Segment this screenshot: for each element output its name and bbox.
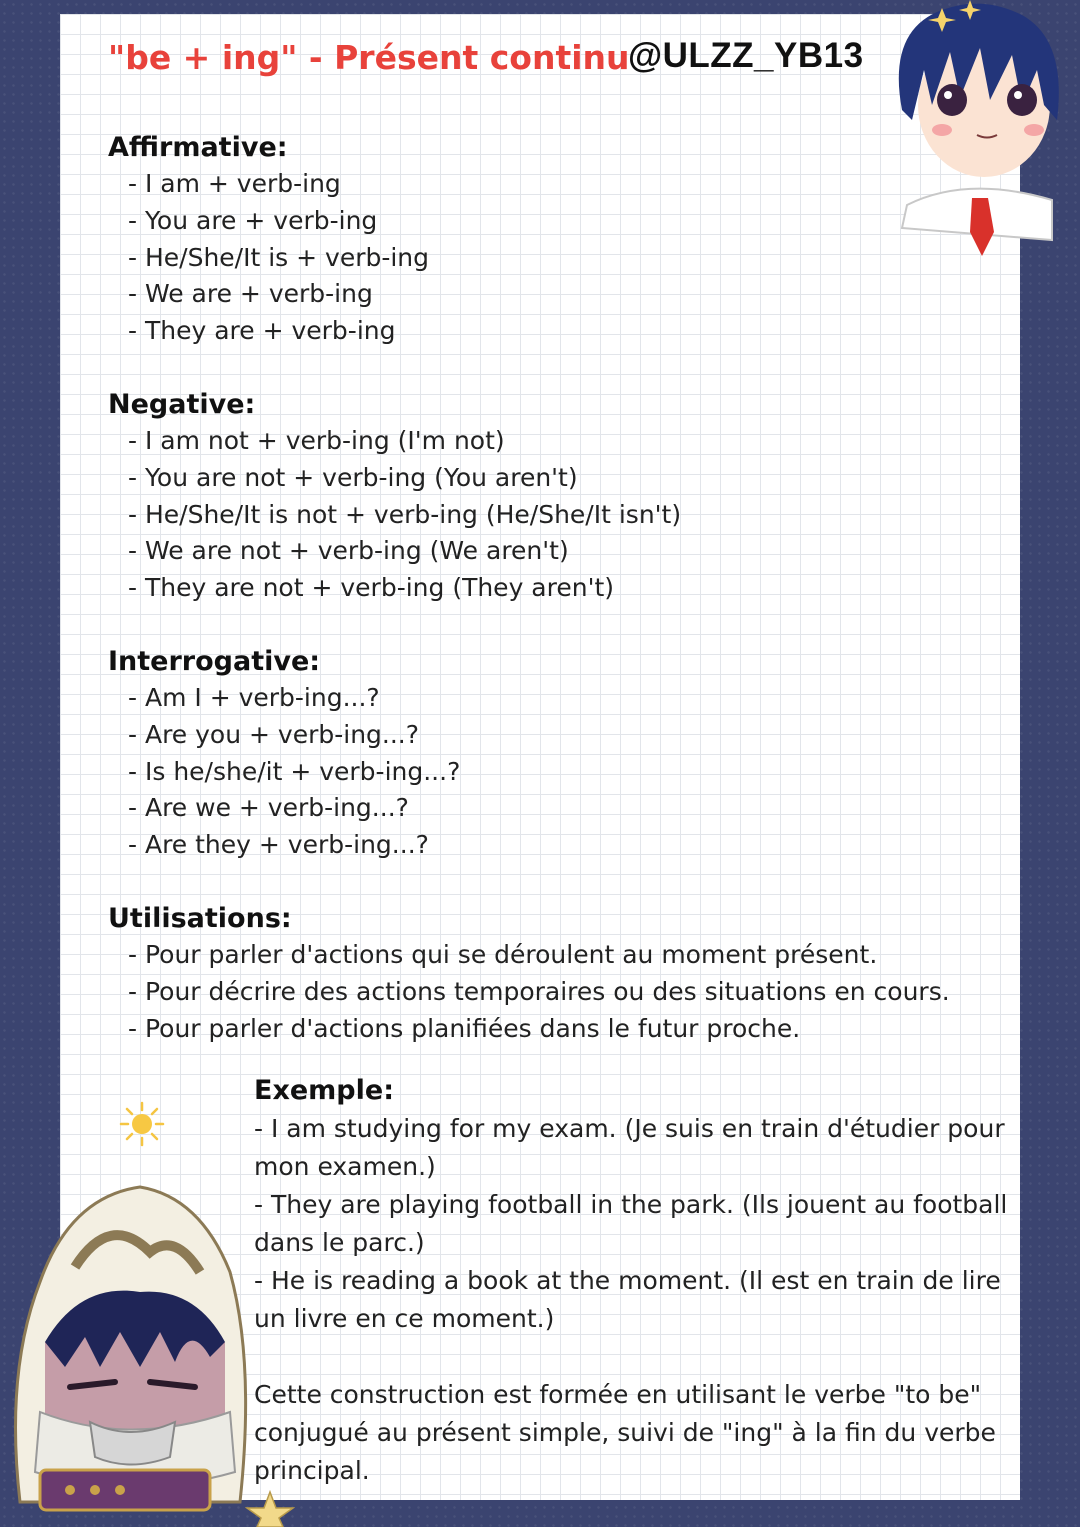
example-sentence: - I am studying for my exam. (Je suis en train d'étudier pour mon examen.) — [254, 1114, 1005, 1181]
list-item: - I am + verb-ing — [128, 169, 341, 198]
example-sentence: - He is reading a book at the moment. (Il est en train de lire un livre en ce moment.) — [254, 1266, 1001, 1333]
rule-list — [108, 937, 950, 1047]
section-negative — [108, 387, 681, 607]
page-title: "be + ing" - Présent continu — [108, 38, 630, 77]
list-item: - Pour décrire des actions temporaires ou des situations en cours. — [128, 976, 950, 1006]
author-handle: @ULZZ_YB13 — [628, 36, 864, 75]
rule-list — [108, 423, 681, 607]
construction-note: Cette construction est formée en utilisant le verbe "to be" conjugué au présent simple, suivi de "ing" à la fin du verbe principal. — [254, 1380, 996, 1485]
section-heading: Utilisations: — [108, 903, 292, 934]
list-item: - You are + verb-ing — [128, 205, 378, 235]
list-item: - Are you + verb-ing...? — [128, 719, 420, 749]
star-icon — [245, 1490, 295, 1527]
section-interrogative — [108, 644, 460, 864]
list-item: - They are not + verb-ing (They aren't) — [128, 573, 615, 603]
rule-list — [108, 166, 429, 350]
anime-character-hooded-icon — [0, 1172, 260, 1527]
rule-list — [108, 680, 460, 864]
list-item: - Are they + verb-ing...? — [128, 830, 429, 860]
section-utilisations — [108, 901, 950, 1047]
list-item: - He/She/It is not + verb-ing (He/She/It isn't) — [128, 499, 682, 529]
section-heading: Affirmative: — [108, 132, 288, 163]
section-heading: Exemple: — [254, 1075, 394, 1106]
list-item: - Pour parler d'actions planifiées dans le futur proche. — [128, 1013, 801, 1043]
list-item: - Pour parler d'actions qui se déroulent au moment présent. — [128, 940, 878, 969]
list-item: - We are not + verb-ing (We aren't) — [128, 536, 569, 566]
list-item: - You are not + verb-ing (You aren't) — [128, 462, 578, 492]
list-item: - They are + verb-ing — [128, 316, 396, 346]
list-item: - Am I + verb-ing...? — [128, 683, 380, 712]
list-item: - I am not + verb-ing (I'm not) — [128, 426, 505, 455]
section-heading: Negative: — [108, 389, 256, 420]
list-item: - Are we + verb-ing...? — [128, 793, 409, 823]
example-sentence: - They are playing football in the park. (Ils jouent au football dans le parc.) — [254, 1190, 1008, 1257]
section-example — [254, 1072, 1014, 1490]
list-item: - Is he/she/it + verb-ing...? — [128, 756, 461, 786]
sun-icon — [118, 1100, 166, 1148]
list-item: - He/She/It is + verb-ing — [128, 242, 430, 272]
section-heading: Interrogative: — [108, 646, 321, 677]
section-affirmative — [108, 130, 429, 350]
anime-character-blue-hair-icon — [872, 0, 1062, 270]
list-item: - We are + verb-ing — [128, 279, 373, 309]
